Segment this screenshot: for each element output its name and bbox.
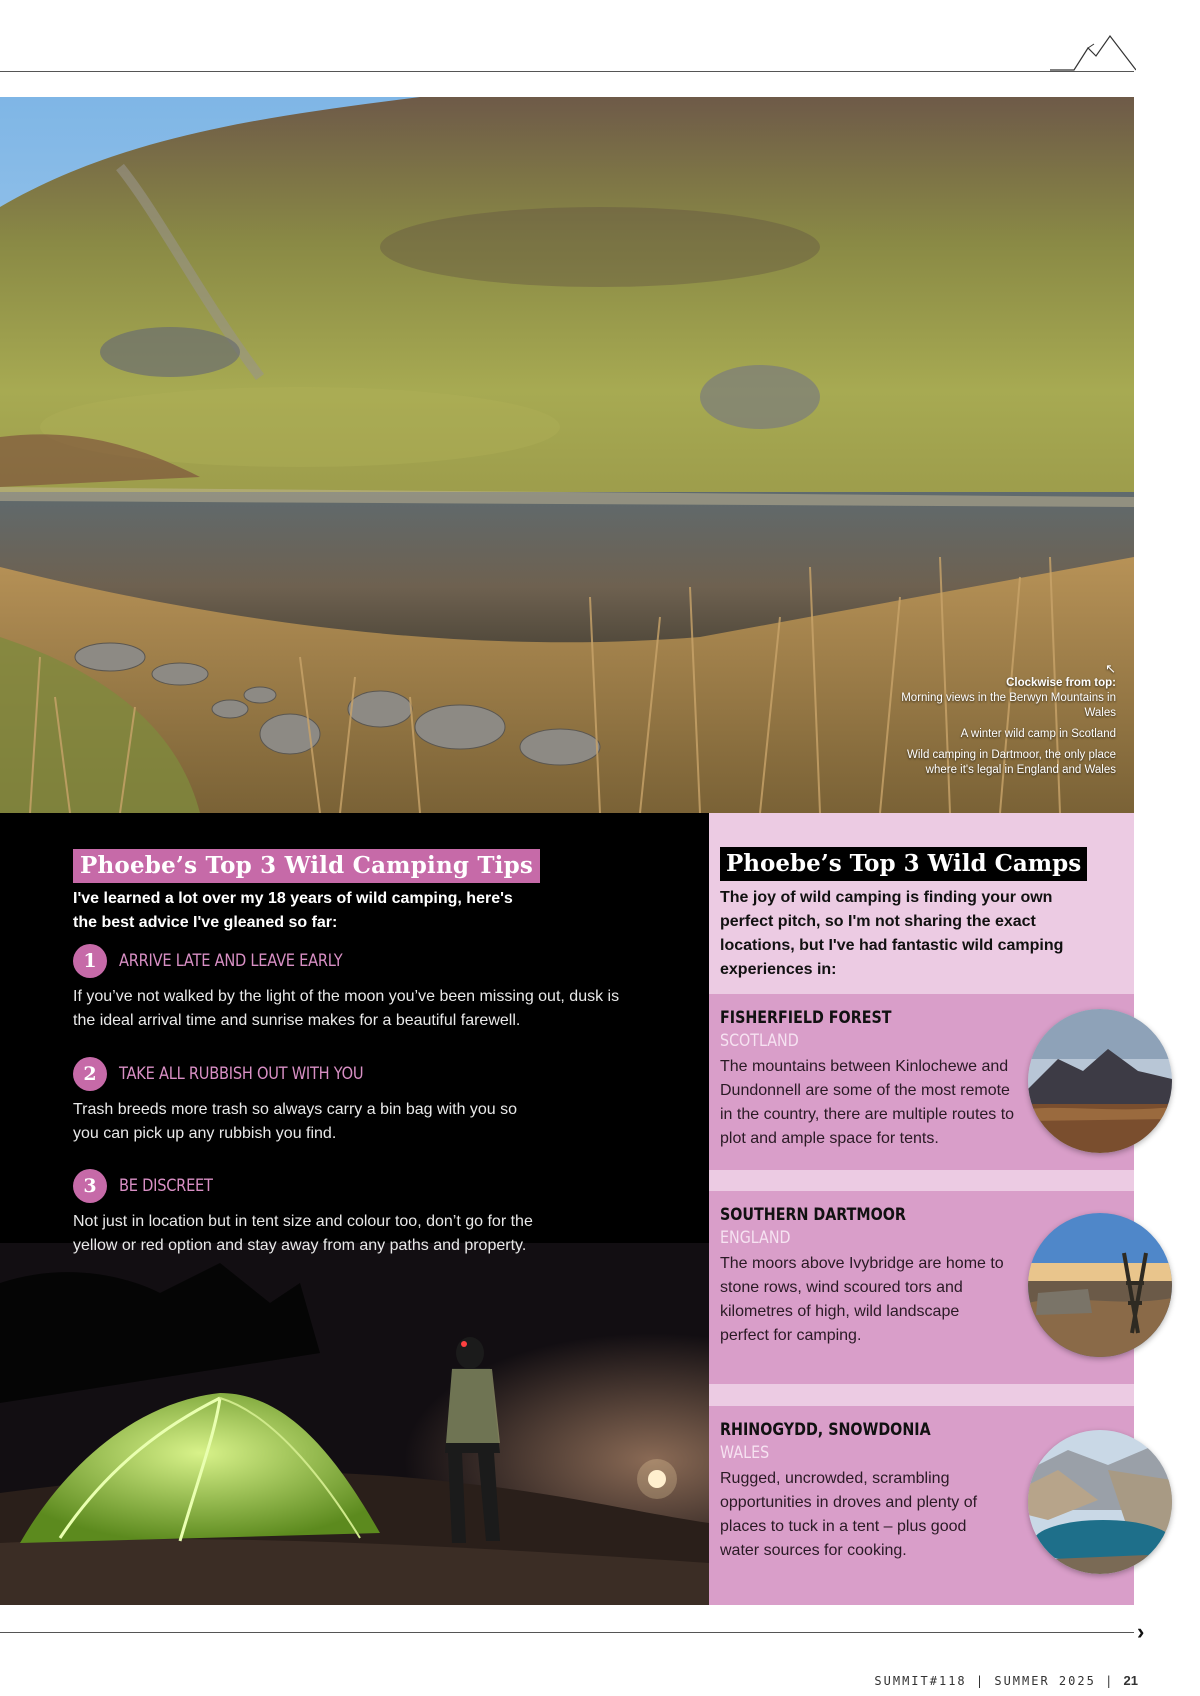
tip-item bbox=[73, 1169, 633, 1258]
tip-number-badge: 1 bbox=[73, 944, 107, 978]
tip-item bbox=[73, 1057, 633, 1146]
caption-item: Wild camping in Dartmoor, the only place where it's legal in England and Wales bbox=[906, 749, 1116, 776]
hero-photo bbox=[0, 97, 1134, 813]
issue-name: SUMMER 2025 bbox=[994, 1674, 1096, 1688]
bottom-rule bbox=[0, 1632, 1134, 1633]
night-camp-photo bbox=[0, 1243, 709, 1605]
camp-region: WALES bbox=[720, 1443, 770, 1463]
tips-intro: I've learned a lot over my 18 years of wild camping, here's the best advice I've gleaned so far: bbox=[73, 890, 513, 931]
tip-title: TAKE ALL RUBBISH OUT WITH YOU bbox=[119, 1064, 364, 1084]
tip-title: BE DISCREET bbox=[119, 1176, 213, 1196]
top-rule bbox=[0, 71, 1134, 72]
camp-photo-dartmoor bbox=[1028, 1213, 1172, 1357]
photo-caption bbox=[876, 662, 1116, 784]
camp-region: SCOTLAND bbox=[720, 1031, 799, 1051]
mountain-logo-icon bbox=[1050, 34, 1136, 74]
camp-photo-rhinogydd bbox=[1028, 1430, 1172, 1574]
caption-item: Morning views in the Berwyn Mountains in Wales bbox=[901, 692, 1116, 719]
tip-item bbox=[73, 944, 633, 1033]
tip-title: ARRIVE LATE AND LEAVE EARLY bbox=[119, 951, 343, 971]
camp-name: FISHERFIELD FOREST bbox=[720, 1008, 892, 1028]
camp-body: Rugged, uncrowded, scrambling opportunities in droves and plenty of places to tuck in a tent – plus good water sources for cooking. bbox=[720, 1470, 978, 1559]
camp-name: SOUTHERN DARTMOOR bbox=[720, 1205, 906, 1225]
tip-body: Trash breeds more trash so always carry a bin bag with you so you can pick up any rubbish you find. bbox=[73, 1101, 518, 1142]
caption-arrow-icon: ↖ bbox=[1105, 661, 1116, 676]
camps-intro: The joy of wild camping is finding your own perfect pitch, so I'm not sharing the exact locations, but I've had fantastic wild camping experiences in: bbox=[720, 889, 1064, 978]
magazine-name: SUMMIT#118 bbox=[874, 1674, 967, 1688]
tip-body: Not just in location but in tent size and colour too, don’t go for the yellow or red option and stay away from any paths and property. bbox=[73, 1213, 533, 1254]
camp-region: ENGLAND bbox=[720, 1228, 791, 1248]
folio-separator: | bbox=[975, 1674, 986, 1688]
tips-title: Phoebe’s Top 3 Wild Camping Tips bbox=[73, 849, 540, 883]
caption-item: A winter wild camp in Scotland bbox=[960, 728, 1116, 740]
caption-heading: Clockwise from top: bbox=[1006, 677, 1116, 689]
camp-body: The moors above Ivybridge are home to stone rows, wind scoured tors and kilometres of high, wild landscape perfect for camping. bbox=[720, 1255, 1004, 1344]
camps-title: Phoebe’s Top 3 Wild Camps bbox=[720, 847, 1087, 881]
tip-number-badge: 3 bbox=[73, 1169, 107, 1203]
camp-body: The mountains between Kinlochewe and Dundonnell are some of the most remote in the country, there are multiple routes to plot and ample space for tents. bbox=[720, 1058, 1015, 1147]
folio-separator: | bbox=[1105, 1674, 1115, 1688]
camp-photo-fisherfield bbox=[1028, 1009, 1172, 1153]
page-number: 21 bbox=[1123, 1673, 1138, 1688]
tip-number-badge: 2 bbox=[73, 1057, 107, 1091]
next-page-arrow-icon[interactable]: › bbox=[1137, 1619, 1145, 1644]
camp-name: RHINOGYDD, SNOWDONIA bbox=[720, 1420, 931, 1440]
page-folio bbox=[874, 1673, 1138, 1688]
tip-body: If you’ve not walked by the light of the moon you’ve been missing out, dusk is the ideal arrival time and sunrise makes for a beautiful farewell. bbox=[73, 988, 620, 1029]
